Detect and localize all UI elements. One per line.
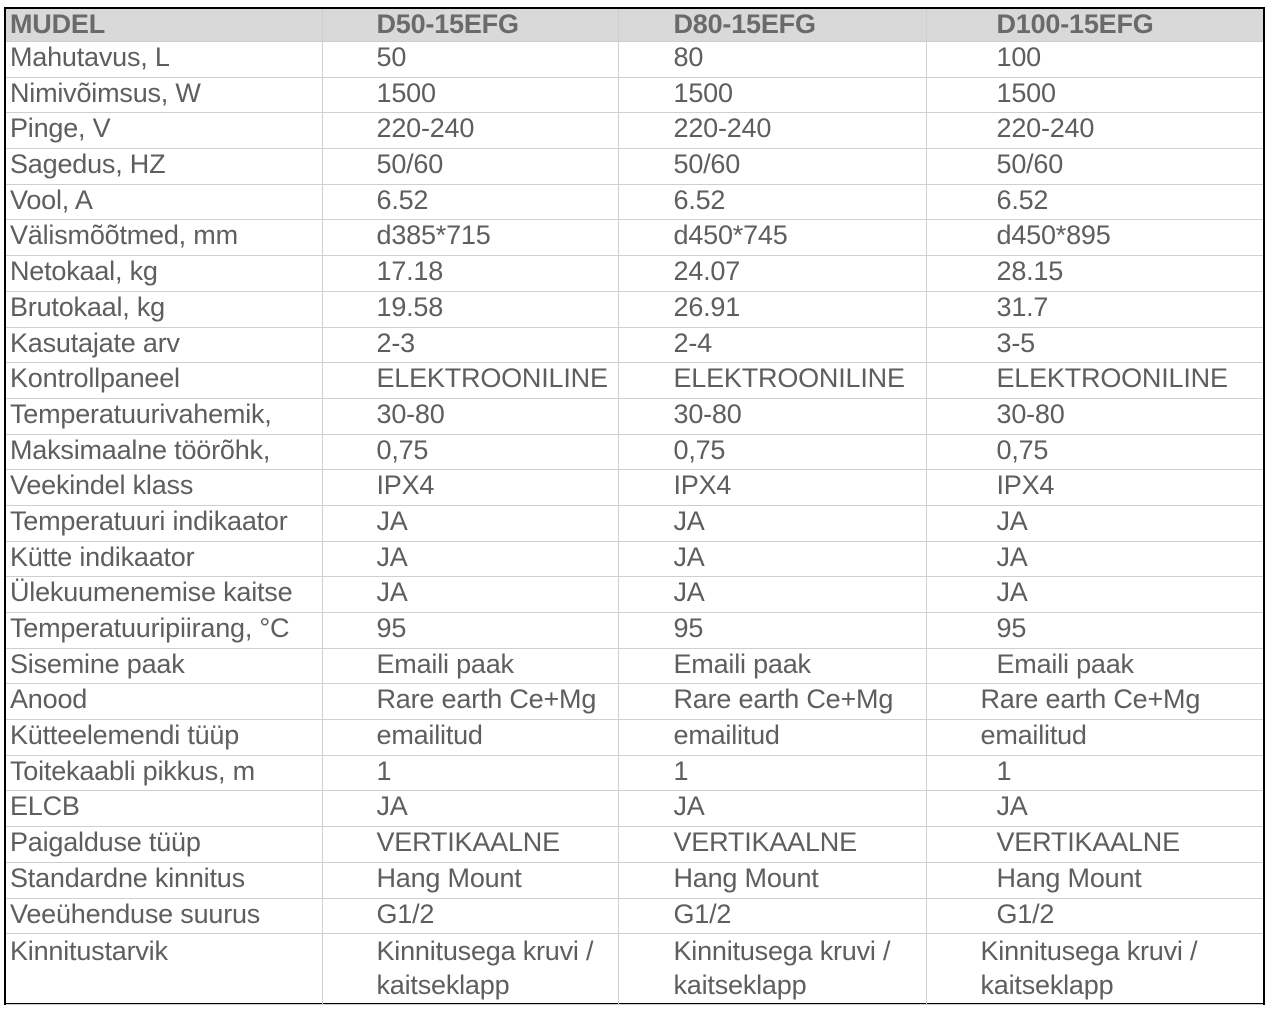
row-value: 50 bbox=[322, 42, 618, 78]
row-label: Välismõõtmed, mm bbox=[6, 220, 322, 256]
row-value: Hang Mount bbox=[618, 862, 926, 898]
row-value: 0,75 bbox=[322, 434, 618, 470]
table-row bbox=[6, 327, 1263, 363]
row-value: JA bbox=[926, 577, 1263, 613]
row-label: Temperatuurivahemik, bbox=[6, 398, 322, 434]
row-value: JA bbox=[322, 505, 618, 541]
row-value: G1/2 bbox=[322, 898, 618, 934]
row-value: JA bbox=[322, 577, 618, 613]
row-label: Toitekaabli pikkus, m bbox=[6, 755, 322, 791]
row-label: Kütteelemendi tüüp bbox=[6, 720, 322, 756]
row-value: ELEKTROONILINE bbox=[618, 363, 926, 399]
row-value: 30-80 bbox=[618, 398, 926, 434]
row-value: Rare earth Ce+Mg bbox=[618, 684, 926, 720]
table-row bbox=[6, 113, 1263, 149]
table-row bbox=[6, 791, 1263, 827]
row-value: G1/2 bbox=[618, 898, 926, 934]
row-label: Kasutajate arv bbox=[6, 327, 322, 363]
row-value: ELEKTROONILINE bbox=[322, 363, 618, 399]
row-value: G1/2 bbox=[926, 898, 1263, 934]
row-value: 0,75 bbox=[926, 434, 1263, 470]
row-value: JA bbox=[926, 791, 1263, 827]
row-label: Nimivõimsus, W bbox=[6, 77, 322, 113]
table-row bbox=[6, 256, 1263, 292]
row-value: 26.91 bbox=[618, 291, 926, 327]
row-value: 30-80 bbox=[322, 398, 618, 434]
header-row bbox=[6, 9, 1263, 42]
table-row bbox=[6, 720, 1263, 756]
row-value: 0,75 bbox=[618, 434, 926, 470]
row-value: Hang Mount bbox=[322, 862, 618, 898]
table-row bbox=[6, 220, 1263, 256]
row-label: Anood bbox=[6, 684, 322, 720]
header-model-d100: D100-15EFG bbox=[926, 9, 1263, 42]
row-value: 95 bbox=[618, 613, 926, 649]
row-value: 1 bbox=[322, 755, 618, 791]
table-row bbox=[6, 42, 1263, 78]
row-value: IPX4 bbox=[926, 470, 1263, 506]
header-label: MUDEL bbox=[6, 9, 322, 42]
row-label: Kontrollpaneel bbox=[6, 363, 322, 399]
row-value: VERTIKAALNE bbox=[618, 827, 926, 863]
table-row bbox=[6, 470, 1263, 506]
row-value: Emaili paak bbox=[322, 648, 618, 684]
row-value: d450*895 bbox=[926, 220, 1263, 256]
row-value: JA bbox=[926, 505, 1263, 541]
row-value: JA bbox=[618, 541, 926, 577]
row-value: Emaili paak bbox=[926, 648, 1263, 684]
table-row bbox=[6, 827, 1263, 863]
row-label: Paigalduse tüüp bbox=[6, 827, 322, 863]
row-value: Emaili paak bbox=[618, 648, 926, 684]
row-value: 3-5 bbox=[926, 327, 1263, 363]
row-value: emailitud bbox=[322, 720, 618, 756]
row-value: 1 bbox=[618, 755, 926, 791]
header-model-d50: D50-15EFG bbox=[322, 9, 618, 42]
row-value: ELEKTROONILINE bbox=[926, 363, 1263, 399]
row-value: JA bbox=[618, 577, 926, 613]
row-value: JA bbox=[322, 541, 618, 577]
row-value: 2-3 bbox=[322, 327, 618, 363]
table-row bbox=[6, 934, 1263, 1005]
row-value: 2-4 bbox=[618, 327, 926, 363]
row-value: 50/60 bbox=[618, 149, 926, 185]
row-label: Brutokaal, kg bbox=[6, 291, 322, 327]
row-value: Kinnitusega kruvi / kaitseklapp bbox=[926, 934, 1263, 1005]
row-label: Temperatuuri indikaator bbox=[6, 505, 322, 541]
row-value: Kinnitusega kruvi / kaitseklapp bbox=[618, 934, 926, 1005]
row-value: Rare earth Ce+Mg bbox=[926, 684, 1263, 720]
row-label: Netokaal, kg bbox=[6, 256, 322, 292]
row-label: ELCB bbox=[6, 791, 322, 827]
row-value: 220-240 bbox=[322, 113, 618, 149]
table-row bbox=[6, 398, 1263, 434]
row-value: 220-240 bbox=[618, 113, 926, 149]
row-value: Rare earth Ce+Mg bbox=[322, 684, 618, 720]
row-label: Sagedus, HZ bbox=[6, 149, 322, 185]
row-value: VERTIKAALNE bbox=[322, 827, 618, 863]
table-row bbox=[6, 898, 1263, 934]
table-row bbox=[6, 613, 1263, 649]
row-value: IPX4 bbox=[322, 470, 618, 506]
row-value: JA bbox=[322, 791, 618, 827]
row-value: 220-240 bbox=[926, 113, 1263, 149]
row-value: 31.7 bbox=[926, 291, 1263, 327]
row-label: Mahutavus, L bbox=[6, 42, 322, 78]
table-row bbox=[6, 434, 1263, 470]
row-value: 30-80 bbox=[926, 398, 1263, 434]
row-value: 17.18 bbox=[322, 256, 618, 292]
row-value: 28.15 bbox=[926, 256, 1263, 292]
row-value: emailitud bbox=[618, 720, 926, 756]
row-value: Kinnitusega kruvi / kaitseklapp bbox=[322, 934, 618, 1005]
header-model-d80: D80-15EFG bbox=[618, 9, 926, 42]
row-label: Veekindel klass bbox=[6, 470, 322, 506]
table-row bbox=[6, 363, 1263, 399]
row-value: 50/60 bbox=[926, 149, 1263, 185]
row-value: emailitud bbox=[926, 720, 1263, 756]
row-value: JA bbox=[618, 505, 926, 541]
row-value: 24.07 bbox=[618, 256, 926, 292]
row-value: JA bbox=[926, 541, 1263, 577]
spec-table bbox=[6, 9, 1263, 1005]
row-value: 6.52 bbox=[322, 184, 618, 220]
row-value: 1500 bbox=[618, 77, 926, 113]
row-value: 95 bbox=[322, 613, 618, 649]
table-row bbox=[6, 291, 1263, 327]
table-row bbox=[6, 541, 1263, 577]
table-row bbox=[6, 184, 1263, 220]
table-row bbox=[6, 149, 1263, 185]
table-row bbox=[6, 755, 1263, 791]
row-value: IPX4 bbox=[618, 470, 926, 506]
row-label: Vool, A bbox=[6, 184, 322, 220]
row-value: 1500 bbox=[926, 77, 1263, 113]
table-row bbox=[6, 648, 1263, 684]
table-row bbox=[6, 77, 1263, 113]
table-row bbox=[6, 505, 1263, 541]
table-row bbox=[6, 577, 1263, 613]
row-value: 100 bbox=[926, 42, 1263, 78]
row-value: VERTIKAALNE bbox=[926, 827, 1263, 863]
row-label: Kinnitustarvik bbox=[6, 934, 322, 1005]
row-value: 80 bbox=[618, 42, 926, 78]
row-value: 6.52 bbox=[926, 184, 1263, 220]
row-label: Pinge, V bbox=[6, 113, 322, 149]
row-label: Sisemine paak bbox=[6, 648, 322, 684]
row-value: 1 bbox=[926, 755, 1263, 791]
row-value: d450*745 bbox=[618, 220, 926, 256]
row-label: Standardne kinnitus bbox=[6, 862, 322, 898]
row-value: 19.58 bbox=[322, 291, 618, 327]
table-row bbox=[6, 684, 1263, 720]
row-value: 1500 bbox=[322, 77, 618, 113]
table-row bbox=[6, 862, 1263, 898]
row-value: 6.52 bbox=[618, 184, 926, 220]
spec-table-frame bbox=[4, 7, 1265, 1005]
row-label: Temperatuuripiirang, °C bbox=[6, 613, 322, 649]
row-value: d385*715 bbox=[322, 220, 618, 256]
row-value: 50/60 bbox=[322, 149, 618, 185]
row-label: Veeühenduse suurus bbox=[6, 898, 322, 934]
row-value: Hang Mount bbox=[926, 862, 1263, 898]
row-value: 95 bbox=[926, 613, 1263, 649]
row-label: Ülekuumenemise kaitse bbox=[6, 577, 322, 613]
row-label: Maksimaalne töörõhk, bbox=[6, 434, 322, 470]
row-value: JA bbox=[618, 791, 926, 827]
row-label: Kütte indikaator bbox=[6, 541, 322, 577]
